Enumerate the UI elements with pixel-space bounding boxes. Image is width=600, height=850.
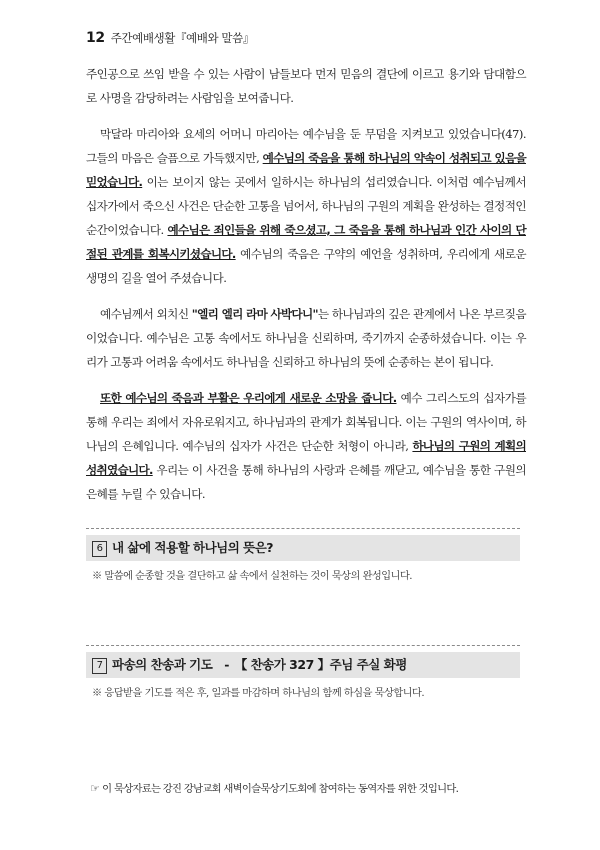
paragraph-2-text-d: 예수님의 죽음은 구약의 예언을 성취하며, 우리에게 새로운 생명의 길을 열어 주셨습니다. [86, 247, 526, 285]
paragraph-4-text-c: 우리는 이 사건을 통해 하나님의 사랑과 은혜를 깨닫고, 예수님을 통한 구원의 은혜를 누릴 수 있습니다. [86, 463, 526, 501]
paragraph-3-text-a: 예수님께서 외치신 [100, 307, 192, 321]
paragraph-4-emphasis-2: 하나님의 구원의 계획의 성취였습니다. [86, 439, 526, 477]
paragraph-3 [86, 302, 526, 374]
page-footer [90, 780, 458, 795]
paragraph-2 [86, 122, 526, 290]
paragraph-2-text-c: 이는 보이지 않는 곳에서 일하시는 하나님의 섭리였습니다. 이처럼 예수님께서 십자가에서 죽으신 사건은 단순한 고통을 넘어서, 하나님의 구원의 계획을 완성하는 결정적인 순간이었습니다. [86, 175, 526, 237]
paragraph-4-emphasis-1: 또한 예수님의 죽음과 부활은 우리에게 새로운 소망을 줍니다. [100, 391, 397, 405]
paragraph-2-emphasis-1: 예수님의 죽음을 통해 하나님의 약속이 성취되고 있음을 믿었습니다. [86, 151, 527, 189]
paragraph-3-text-c: 는 하나님과의 깊은 관계에서 나온 부르짖음이었습니다. 예수님은 고통 속에서도 하나님을 신뢰하며, 죽기까지 순종하셨습니다. 이는 우리가 고통과 어려움 속에서도 하나님을 신뢰하고 하나님의 뜻에 순종하는 본이 됩니다. [86, 307, 527, 369]
section-7-number: 7 [92, 658, 107, 674]
paragraph-4-text-a: 예수 그리스도의 십자가를 통해 우리는 죄에서 자유로워지고, 하나님과의 관계가 회복됩니다. 이는 구원의 역사이며, 하나님의 은혜입니다. 예수님의 십자가 사건은 단순한 처형이 아니라, [86, 391, 526, 453]
paragraph-4 [86, 386, 526, 506]
pointing-hand-icon: ☞ [90, 782, 100, 795]
footer-text: 이 묵상자료는 강진 강남교회 새벽이슬묵상기도회에 참여하는 동역자를 위한 것입니다. [102, 783, 459, 795]
section-6-note: ※ 말씀에 순종할 것을 결단하고 삶 속에서 실천하는 것이 묵상의 완성입니다. [92, 571, 413, 582]
section-7-header [86, 652, 520, 678]
section-6 [86, 528, 520, 582]
paragraph-1 [86, 62, 526, 110]
section-6-number: 6 [92, 541, 107, 557]
section-7-note: ※ 응답받을 기도를 적은 후, 일과를 마감하며 하나님의 함께 하심을 묵상합니다. [92, 688, 425, 699]
publication-title: 주간예배생활『예배와 말씀』 [110, 31, 254, 45]
page-header [86, 30, 526, 46]
section-7-title: 파송의 찬송과 기도 - 【 찬송가 327 】주님 주실 화평 [112, 657, 407, 672]
meditation-body [86, 62, 526, 518]
page-number: 12 [86, 30, 105, 46]
section-6-header [86, 535, 520, 561]
paragraph-3-quote: "엘리 엘리 라마 사박다니" [191, 307, 318, 321]
paragraph-2-emphasis-2: 예수님은 죄인들을 위해 죽으셨고, 그 죽음을 통해 하나님과 인간 사이의 단절된 관계를 회복시키셨습니다. [86, 223, 526, 261]
section-6-title: 내 삶에 적용할 하나님의 뜻은? [112, 540, 274, 555]
paragraph-1-text: 주인공으로 쓰임 받을 수 있는 사람이 남들보다 먼저 믿음의 결단에 이르고 용기와 담대함으로 사명을 감당하려는 사람임을 보여줍니다. [86, 67, 526, 105]
section-7 [86, 645, 520, 699]
paragraph-2-text-a: 막달라 마리아와 요세의 어머니 마리아는 예수님을 둔 무덤을 지켜보고 있었습니다(47). 그들의 마음은 슬픔으로 가득했지만, [86, 127, 526, 165]
